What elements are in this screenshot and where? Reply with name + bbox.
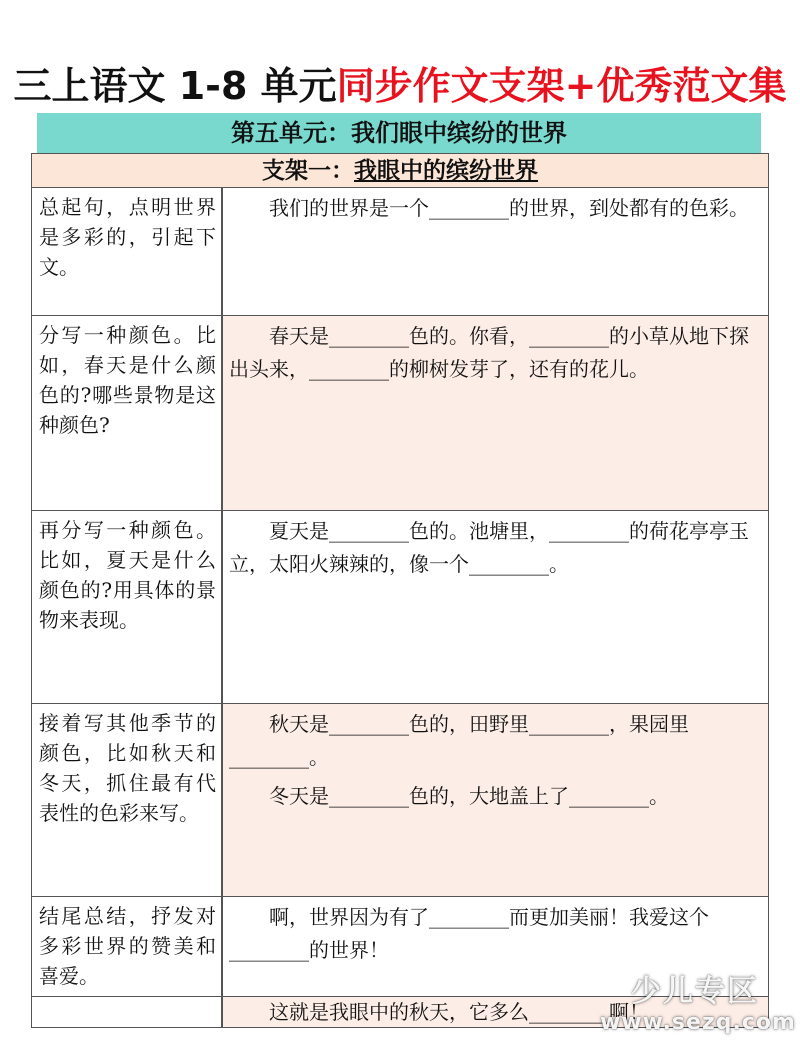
template-paragraph: 我们的世界是一个________的世界，到处都有的色彩。 — [269, 196, 749, 220]
unit-heading: 第五单元：我们眼中缤纷的世界 — [37, 113, 761, 153]
frame-heading — [32, 154, 768, 188]
row-template-text — [223, 704, 768, 896]
table-row — [32, 511, 768, 704]
row-template-text — [223, 316, 768, 510]
table-row — [32, 188, 768, 316]
row-guide-text: 总起句，点明世界是多彩的，引起下文。 — [32, 188, 223, 315]
template-paragraph: 啊，世界因为有了________而更加美丽！我爱这个________的世界！ — [229, 905, 709, 962]
row-guide-text: 分写一种颜色。比如，春天是什么颜色的?哪些景物是这种颜色? — [32, 316, 223, 510]
writing-frame-table — [31, 153, 769, 1028]
template-paragraph: 春天是________色的。你看，________的小草从地下探出头来，________的柳树发芽了，还有的花儿。 — [229, 324, 749, 381]
table-row — [32, 316, 768, 511]
template-paragraph: 这就是我眼中的秋天，它多么________啊！ — [269, 1000, 649, 1024]
row-guide-text — [32, 997, 223, 1027]
title-part-black: 三上语文 1-8 单元 — [13, 64, 337, 108]
row-template-text — [223, 511, 768, 703]
template-paragraph: 夏天是________色的。池塘里，________的荷花亭亭玉立，太阳火辣辣的，像一个________。 — [229, 519, 749, 576]
frame-heading-topic: 我眼中的缤纷世界 — [354, 158, 538, 184]
watermark-url: www.sezq.com — [600, 1010, 796, 1035]
row-guide-text: 接着写其他季节的颜色，比如秋天和冬天，抓住最有代表性的色彩来写。 — [32, 704, 223, 896]
template-paragraph: 秋天是________色的，田野里________，果园里________。 — [229, 712, 689, 769]
template-paragraph: 冬天是________色的，大地盖上了________。 — [269, 784, 669, 808]
row-guide-text: 结尾总结，抒发对多彩世界的赞美和喜爱。 — [32, 897, 223, 996]
watermark-brand: 少儿专区 — [631, 974, 759, 1009]
table-row — [32, 704, 768, 897]
row-template-text — [223, 188, 768, 315]
title-part-red: 同步作文支架+优秀范文集 — [336, 64, 787, 108]
frame-heading-prefix: 支架一： — [262, 158, 354, 184]
page-title — [0, 58, 800, 114]
row-guide-text: 再分写一种颜色。比如，夏天是什么颜色的?用具体的景物来表现。 — [32, 511, 223, 703]
site-watermark — [600, 974, 796, 1044]
